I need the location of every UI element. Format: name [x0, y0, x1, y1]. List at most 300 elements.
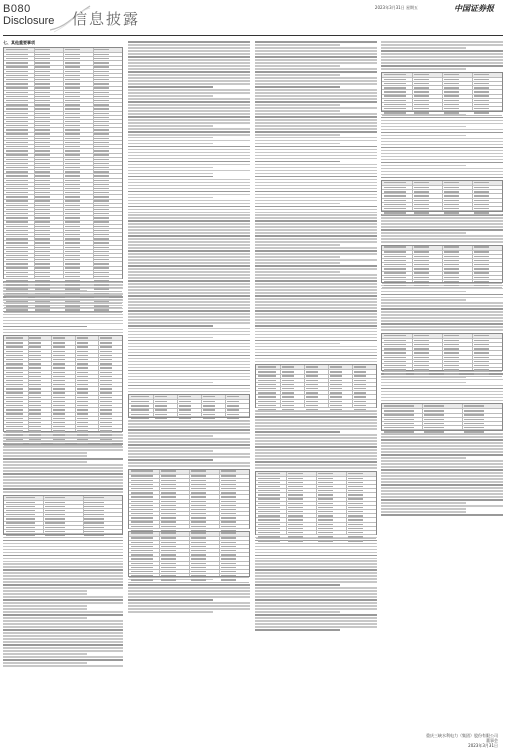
table-cell: [6, 267, 28, 268]
table-cell: [35, 309, 50, 310]
data-table: [381, 403, 503, 431]
table-row: [382, 372, 502, 376]
table-cell: [35, 276, 50, 277]
text-line: [128, 229, 250, 231]
table-cell: [414, 373, 429, 374]
table-cell: [258, 409, 276, 410]
table-cell: [161, 567, 176, 568]
table-cell: [348, 486, 363, 487]
text-line: [255, 555, 377, 557]
text-line: [3, 476, 123, 478]
data-table: [3, 47, 123, 279]
table-cell: [474, 204, 489, 205]
text-line: [3, 323, 123, 325]
table-cell: [474, 251, 489, 252]
text-line: [3, 602, 123, 604]
table-cell: [77, 367, 89, 368]
table-cell: [348, 519, 363, 520]
text-line: [255, 209, 377, 211]
table-cell: [348, 498, 363, 499]
table-cell: [384, 340, 407, 341]
newspaper-name: 中国证券报: [454, 3, 494, 13]
body-text: [381, 41, 503, 69]
table-cell: [258, 396, 276, 397]
table-cell: [221, 532, 236, 533]
table-cell: [65, 66, 80, 67]
text-line: [128, 438, 250, 440]
text-line: [3, 566, 123, 568]
text-line: [255, 337, 377, 339]
text-line: [255, 62, 377, 64]
table-cell: [6, 439, 24, 440]
text-line: [128, 611, 213, 613]
table-cell: [191, 563, 206, 564]
table-cell: [29, 346, 41, 347]
table-cell: [35, 288, 50, 289]
text-line: [128, 143, 213, 145]
table-cell: [384, 74, 407, 75]
text-line: [381, 311, 503, 313]
table-cell: [155, 401, 167, 402]
table-cell: [444, 104, 459, 105]
table-cell: [414, 281, 429, 282]
table-cell: [94, 62, 109, 63]
table-cell: [414, 348, 429, 349]
table-cell: [161, 513, 176, 514]
table-cell: [191, 470, 206, 471]
table-cell: [221, 470, 236, 471]
table-cell: [6, 522, 36, 523]
table-cell: [100, 363, 112, 364]
text-line: [128, 456, 250, 458]
table-cell: [35, 251, 50, 252]
table-cell: [94, 276, 109, 277]
text-line: [381, 217, 503, 219]
body-text: [381, 433, 503, 515]
table-cell: [474, 365, 489, 366]
table-cell: [35, 255, 50, 256]
text-line: [128, 170, 250, 172]
text-line: [128, 444, 250, 446]
text-line: [128, 313, 250, 315]
table-cell: [77, 342, 89, 343]
table-cell: [414, 212, 429, 213]
table-cell: [161, 484, 176, 485]
table-cell: [444, 272, 459, 273]
text-line: [255, 620, 377, 622]
text-line: [255, 283, 377, 285]
table-cell: [131, 505, 154, 506]
table-cell: [45, 506, 65, 507]
table-cell: [94, 83, 109, 84]
text-line: [255, 578, 377, 580]
table-cell: [65, 175, 80, 176]
text-line: [381, 478, 503, 480]
text-line: [128, 310, 250, 312]
table-cell: [444, 251, 459, 252]
table-cell: [474, 246, 489, 247]
table-cell: [100, 392, 112, 393]
table-cell: [65, 138, 80, 139]
table-cell: [94, 234, 109, 235]
text-line: [3, 563, 123, 565]
table-cell: [131, 501, 154, 502]
text-line: [3, 575, 123, 577]
text-line: [128, 80, 250, 82]
text-line: [381, 436, 503, 438]
table-cell: [45, 522, 65, 523]
table-cell: [131, 414, 149, 415]
text-line: [128, 301, 250, 303]
table-cell: [464, 423, 484, 424]
table-cell: [354, 405, 366, 406]
text-line: [381, 177, 503, 179]
text-line: [255, 416, 377, 418]
table-row: [382, 430, 502, 434]
table-cell: [94, 272, 109, 273]
table-cell: [65, 230, 80, 231]
text-line: [3, 638, 123, 640]
table-cell: [100, 337, 112, 338]
text-line: [381, 138, 503, 140]
table-cell: [35, 238, 50, 239]
table-cell: [35, 175, 50, 176]
table-cell: [306, 405, 318, 406]
table-cell: [155, 418, 167, 419]
text-line: [128, 131, 250, 133]
text-line: [128, 307, 250, 309]
text-line: [128, 116, 250, 118]
data-table: [381, 72, 503, 112]
text-line: [128, 316, 250, 318]
table-cell: [191, 488, 206, 489]
text-line: [381, 59, 503, 61]
table-cell: [330, 380, 342, 381]
table-cell: [65, 171, 80, 172]
text-line: [381, 397, 503, 399]
table-cell: [161, 550, 176, 551]
text-line: [255, 629, 340, 631]
table-cell: [384, 104, 407, 105]
text-line: [128, 232, 250, 234]
text-line: [381, 394, 503, 396]
table-cell: [306, 384, 318, 385]
text-line: [381, 229, 503, 231]
table-cell: [131, 480, 154, 481]
text-line: [128, 593, 250, 595]
table-cell: [348, 473, 363, 474]
table-cell: [191, 505, 206, 506]
text-line: [255, 419, 377, 421]
table-cell: [94, 263, 109, 264]
table-cell: [65, 75, 80, 76]
text-line: [3, 665, 123, 667]
table-cell: [227, 396, 239, 397]
text-line: [381, 174, 503, 176]
table-cell: [84, 502, 104, 503]
text-line: [255, 86, 340, 88]
table-cell: [384, 95, 407, 96]
table-cell: [6, 108, 28, 109]
table-cell: [155, 396, 167, 397]
table-cell: [53, 397, 65, 398]
table-cell: [65, 226, 80, 227]
text-line: [255, 250, 377, 252]
text-line: [255, 340, 377, 342]
table-cell: [35, 71, 50, 72]
text-line: [255, 343, 340, 345]
table-cell: [29, 405, 41, 406]
table-row: [129, 417, 249, 421]
text-line: [128, 367, 250, 369]
table-row: [256, 408, 376, 412]
table-cell: [258, 371, 276, 372]
table-cell: [94, 66, 109, 67]
table-cell: [474, 348, 489, 349]
table-cell: [29, 397, 41, 398]
text-line: [3, 653, 87, 655]
text-line: [128, 358, 250, 360]
text-line: [255, 355, 377, 357]
text-line: [3, 473, 123, 475]
table-cell: [100, 355, 112, 356]
text-line: [3, 617, 87, 619]
table-cell: [258, 380, 276, 381]
text-line: [3, 470, 123, 472]
table-cell: [444, 340, 459, 341]
table-row: [4, 534, 122, 538]
table-cell: [414, 208, 429, 209]
table-cell: [94, 146, 109, 147]
table-cell: [35, 217, 50, 218]
table-cell: [65, 184, 80, 185]
text-line: [128, 385, 250, 387]
text-line: [381, 297, 503, 299]
text-line: [255, 352, 377, 354]
text-line: [255, 125, 377, 127]
table-cell: [474, 95, 489, 96]
table-cell: [384, 285, 407, 286]
table-cell: [191, 575, 206, 576]
text-line: [255, 413, 377, 415]
table-cell: [221, 509, 236, 510]
table-cell: [6, 527, 36, 528]
table-cell: [6, 71, 28, 72]
table-cell: [35, 171, 50, 172]
text-line: [128, 167, 213, 169]
table-cell: [65, 293, 80, 294]
text-line: [255, 587, 377, 589]
table-cell: [65, 217, 80, 218]
header-rule: [3, 35, 503, 36]
text-line: [255, 107, 377, 109]
table-cell: [77, 401, 89, 402]
table-cell: [474, 91, 489, 92]
text-line: [381, 220, 503, 222]
table-cell: [35, 180, 50, 181]
text-line: [255, 167, 377, 169]
text-line: [255, 149, 377, 151]
table-cell: [6, 337, 24, 338]
table-cell: [131, 509, 154, 510]
text-line: [381, 65, 503, 67]
text-line: [255, 277, 377, 279]
table-cell: [94, 297, 109, 298]
table-cell: [221, 526, 236, 527]
text-line: [3, 578, 123, 580]
text-line: [255, 626, 377, 628]
table-cell: [131, 521, 154, 522]
table-cell: [6, 422, 24, 423]
table-cell: [35, 54, 50, 55]
table-cell: [282, 405, 294, 406]
table-row: [4, 442, 122, 446]
table-cell: [6, 234, 28, 235]
table-cell: [318, 478, 333, 479]
table-cell: [354, 401, 366, 402]
table-cell: [384, 365, 407, 366]
table-cell: [6, 255, 28, 256]
table-cell: [6, 200, 28, 201]
table-cell: [6, 226, 28, 227]
table-cell: [53, 413, 65, 414]
table-cell: [330, 388, 342, 389]
table-cell: [65, 104, 80, 105]
text-line: [381, 50, 503, 52]
table-cell: [94, 171, 109, 172]
table-cell: [35, 226, 50, 227]
table-cell: [414, 182, 429, 183]
text-line: [255, 155, 377, 157]
table-cell: [444, 74, 459, 75]
text-line: [381, 226, 503, 228]
table-cell: [318, 482, 333, 483]
column-2: [128, 40, 250, 614]
table-cell: [258, 405, 276, 406]
table-cell: [100, 430, 112, 431]
table-cell: [191, 567, 206, 568]
table-cell: [29, 367, 41, 368]
text-line: [128, 44, 250, 46]
table-cell: [384, 419, 414, 420]
table-cell: [45, 531, 65, 532]
table-cell: [35, 272, 50, 273]
table-cell: [100, 397, 112, 398]
table-cell: [6, 531, 36, 532]
table-cell: [444, 191, 459, 192]
table-cell: [414, 87, 429, 88]
table-cell: [191, 558, 206, 559]
table-cell: [94, 117, 109, 118]
table-cell: [221, 567, 236, 568]
table-cell: [258, 511, 281, 512]
text-line: [255, 552, 377, 554]
table-cell: [282, 409, 294, 410]
table-cell: [6, 154, 28, 155]
text-line: [381, 159, 503, 161]
text-line: [381, 135, 466, 137]
table-cell: [161, 492, 176, 493]
table-cell: [65, 163, 80, 164]
table-cell: [131, 475, 154, 476]
table-cell: [94, 293, 109, 294]
table-cell: [65, 180, 80, 181]
text-line: [255, 71, 377, 73]
text-line: [255, 358, 377, 360]
text-line: [381, 490, 503, 492]
table-cell: [65, 276, 80, 277]
table-cell: [258, 366, 276, 367]
text-line: [381, 299, 466, 301]
table-cell: [65, 159, 80, 160]
table-cell: [282, 366, 294, 367]
table-cell: [318, 528, 333, 529]
text-line: [128, 256, 250, 258]
table-cell: [29, 342, 41, 343]
text-line: [255, 611, 340, 613]
table-cell: [384, 414, 414, 415]
text-line: [255, 185, 377, 187]
table-cell: [306, 366, 318, 367]
table-cell: [29, 422, 41, 423]
table-cell: [45, 497, 65, 498]
table-cell: [131, 537, 154, 538]
table-cell: [384, 352, 407, 353]
text-line: [255, 346, 377, 348]
table-cell: [424, 431, 444, 432]
table-cell: [318, 473, 333, 474]
table-cell: [348, 511, 363, 512]
table-cell: [35, 96, 50, 97]
table-cell: [474, 352, 489, 353]
table-cell: [45, 535, 65, 536]
table-cell: [288, 511, 303, 512]
table-cell: [65, 117, 80, 118]
table-cell: [131, 563, 154, 564]
table-cell: [53, 359, 65, 360]
table-cell: [94, 87, 109, 88]
table-cell: [384, 361, 407, 362]
table-cell: [221, 517, 236, 518]
table-cell: [348, 536, 363, 537]
body-text: [128, 579, 250, 613]
text-line: [128, 328, 250, 330]
table-cell: [6, 238, 28, 239]
text-line: [3, 464, 123, 466]
table-cell: [318, 498, 333, 499]
table-cell: [53, 351, 65, 352]
table-cell: [221, 492, 236, 493]
table-cell: [6, 167, 28, 168]
table-cell: [65, 129, 80, 130]
table-cell: [35, 129, 50, 130]
text-line: [128, 337, 213, 339]
table-cell: [221, 521, 236, 522]
table-cell: [53, 380, 65, 381]
text-line: [128, 304, 250, 306]
table-cell: [35, 247, 50, 248]
table-cell: [258, 490, 281, 491]
table-cell: [414, 268, 429, 269]
table-cell: [35, 83, 50, 84]
table-cell: [191, 496, 206, 497]
text-line: [381, 484, 503, 486]
table-cell: [53, 426, 65, 427]
text-line: [255, 158, 377, 160]
text-line: [255, 307, 377, 309]
table-cell: [94, 159, 109, 160]
text-line: [3, 332, 123, 334]
